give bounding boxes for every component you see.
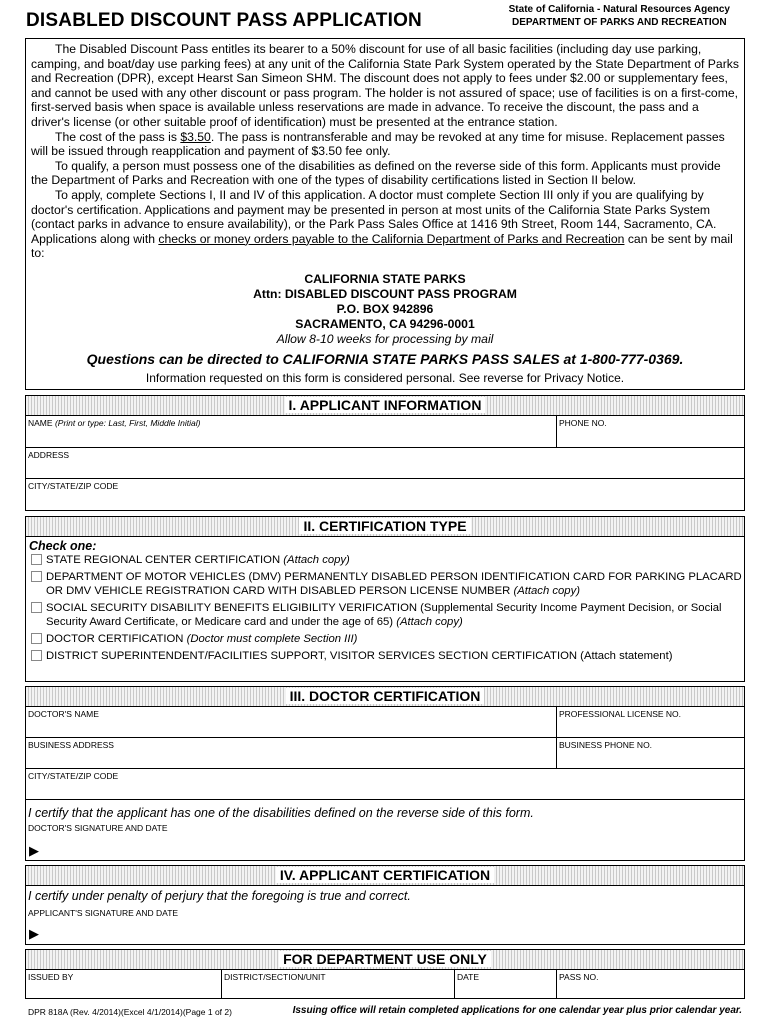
- section-5-title: FOR DEPARTMENT USE ONLY: [279, 951, 491, 967]
- checkbox[interactable]: [31, 633, 42, 644]
- option-social-security[interactable]: [26, 601, 744, 629]
- check-one-label: Check one:: [29, 539, 97, 553]
- form-id: DPR 818A (Rev. 4/2014)(Excel 4/1/2014)(Page 1 of 2): [28, 1007, 232, 1017]
- doctor-name-label: DOCTOR'S NAME: [28, 709, 99, 719]
- signature-arrow-icon: ▶: [29, 843, 39, 858]
- agency-name: State of California - Natural Resources Agency: [508, 4, 730, 15]
- doctor-city-label: CITY/STATE/ZIP CODE: [28, 771, 119, 781]
- name-row: [26, 416, 744, 448]
- doctor-name-row: [26, 707, 744, 738]
- checkbox[interactable]: [31, 602, 42, 613]
- checkbox[interactable]: [31, 650, 42, 661]
- applicant-signature-label: APPLICANT'S SIGNATURE AND DATE: [28, 908, 179, 918]
- name-hint: (Print or type: Last, First, Middle Initial): [54, 418, 201, 428]
- option-dmv[interactable]: [26, 570, 744, 598]
- business-phone-label: BUSINESS PHONE NO.: [559, 740, 653, 750]
- doctor-signature-label: DOCTOR'S SIGNATURE AND DATE: [28, 823, 168, 833]
- section-1-header: [26, 396, 744, 416]
- checkbox[interactable]: [31, 571, 42, 582]
- section-applicant-information: [25, 395, 745, 511]
- name-label-text: NAME: [28, 418, 53, 428]
- section-2-title: II. CERTIFICATION TYPE: [299, 518, 470, 534]
- date-label: DATE: [457, 972, 480, 982]
- business-address-label: BUSINESS ADDRESS: [28, 740, 114, 750]
- pass-price: $3.50: [180, 129, 211, 144]
- section-certification-type: [25, 516, 745, 682]
- agency-header: [509, 3, 730, 29]
- option-doctor[interactable]: [26, 632, 744, 646]
- signature-arrow-icon: ▶: [29, 926, 39, 941]
- department-name: DEPARTMENT OF PARKS AND RECREATION: [512, 17, 727, 28]
- section-1-title: I. APPLICANT INFORMATION: [285, 397, 486, 413]
- name-label: [28, 418, 200, 428]
- section-4-title: IV. APPLICANT CERTIFICATION: [276, 867, 494, 883]
- retention-note: Issuing office will retain completed applications for one calendar year plus prior calendar year.: [292, 1005, 742, 1016]
- doctor-signature-field[interactable]: [26, 800, 744, 862]
- doctor-city-field[interactable]: [26, 769, 744, 800]
- cost-text: The cost of the pass is: [55, 129, 181, 144]
- questions-line: Questions can be directed to CALIFORNIA STATE PARKS PASS SALES at 1-800-777-0369.: [86, 350, 684, 367]
- license-label: PROFESSIONAL LICENSE NO.: [559, 709, 682, 719]
- section-5-header: [26, 950, 744, 970]
- address-line-4: SACRAMENTO, CA 94296-0001: [295, 316, 475, 331]
- processing-note: Allow 8-10 weeks for processing by mail: [276, 331, 494, 346]
- address-field[interactable]: [26, 448, 744, 479]
- option-text: SOCIAL SECURITY DISABILITY BENEFITS ELIGIBILITY VERIFICATION (Supplemental Security Income Payment Decision, or Social Security Award Certificate, or Medicare card and under the age of 65): [46, 602, 722, 628]
- mailing-address: [26, 272, 744, 347]
- option-text: DOCTOR CERTIFICATION: [46, 633, 187, 645]
- option-text: DISTRICT SUPERINTENDENT/FACILITIES SUPPORT, VISITOR SERVICES SECTION CERTIFICATION (Attach statement): [46, 650, 673, 662]
- address-line-1: CALIFORNIA STATE PARKS: [304, 271, 466, 286]
- option-note: (Attach copy): [396, 616, 463, 628]
- section-2-header: [26, 517, 744, 537]
- intro-paragraph-3: To qualify, a person must possess one of the disabilities as defined on the reverse side of this form. Applicants must provide the Department of Parks and Recreation with one of the types of disability certifications listed in Section II below.: [31, 158, 721, 188]
- intro-paragraph-4: [26, 188, 744, 261]
- cost-text-rest: . The pass is nontransferable and may be revoked at any time for misuse. Replacement passes will be issued through reapplication and payment of $3.50 fee only.: [31, 129, 725, 159]
- address-line-3: P.O. BOX 942896: [336, 301, 434, 316]
- option-text: DEPARTMENT OF MOTOR VEHICLES (DMV) PERMANENTLY DISABLED PERSON IDENTIFICATION CARD FOR PARKING PLACARD OR DMV VEHICLE REGISTRATION CARD WITH DISABLED PERSON LICENSE NUMBER: [46, 571, 742, 597]
- department-use-row: [26, 970, 744, 999]
- section-doctor-certification: [25, 686, 745, 861]
- city-label: CITY/STATE/ZIP CODE: [28, 481, 119, 491]
- intro-paragraph-2: [26, 130, 744, 159]
- business-address-row: [26, 738, 744, 769]
- address-label: ADDRESS: [28, 450, 70, 460]
- section-3-title: III. DOCTOR CERTIFICATION: [286, 688, 485, 704]
- section-3-header: [26, 687, 744, 707]
- intro-paragraph-1: The Disabled Discount Pass entitles its bearer to a 50% discount for use of all basic facilities (including day use parking, camping, and boat/day use parking fees) at any unit of the California State Park System operated by the State Department of Parks and Recreation (DPR), except Hearst San Simeon SHM. The discount does not apply to fees under $2.00 or supplementary fees, and cannot be used with any other discount or pass program. The holder is not assured of space; use of facilities is on a first-come, first-served basis when space is available unless reservations are made in advance. To receive the discount, the pass and a driver's license (or other suitable proof of identification) must be presented at the entrance station.: [31, 42, 739, 129]
- checkbox[interactable]: [31, 554, 42, 565]
- option-note: (Attach copy): [283, 554, 350, 566]
- apply-text-rest: can be sent by mail to:: [31, 231, 733, 261]
- payment-instructions: checks or money orders payable to the California Department of Parks and Recreation: [158, 231, 625, 246]
- option-regional-center[interactable]: [26, 553, 744, 567]
- option-note: (Attach copy): [513, 585, 580, 597]
- pass-no-label: PASS NO.: [559, 972, 599, 982]
- option-district[interactable]: [26, 649, 744, 663]
- address-line-2: Attn: DISABLED DISCOUNT PASS PROGRAM: [253, 286, 517, 301]
- section-4-header: [26, 866, 744, 886]
- city-state-zip-field[interactable]: [26, 479, 744, 510]
- privacy-note: Information requested on this form is considered personal. See reverse for Privacy Notice.: [145, 370, 625, 385]
- form-title: DISABLED DISCOUNT PASS APPLICATION: [26, 10, 422, 31]
- section-department-use: [25, 949, 745, 999]
- apply-text: To apply, complete Sections I, II and IV of this application. A doctor must complete Section III only if you are qualifying by doctor's certification. Applications and payment may be presented in person at most units of the California State Parks System (contact parks in advance to ensure availability), or the Park Pass Sales Office at 1416 9th Street, Room 144, Sacramento, CA. Applications along with: [31, 187, 717, 246]
- applicant-signature-field[interactable]: [26, 886, 744, 945]
- issued-by-label: ISSUED BY: [28, 972, 74, 982]
- district-label: DISTRICT/SECTION/UNIT: [224, 972, 326, 982]
- section-applicant-certification: [25, 865, 745, 945]
- phone-label: PHONE NO.: [559, 418, 607, 428]
- applicant-certify-text: I certify under penalty of perjury that the foregoing is true and correct.: [28, 889, 411, 903]
- option-note: (Doctor must complete Section III): [186, 633, 358, 645]
- doctor-certify-text: I certify that the applicant has one of the disabilities defined on the reverse side of this form.: [28, 806, 534, 820]
- intro-box: [25, 38, 745, 390]
- option-text: STATE REGIONAL CENTER CERTIFICATION: [46, 554, 284, 566]
